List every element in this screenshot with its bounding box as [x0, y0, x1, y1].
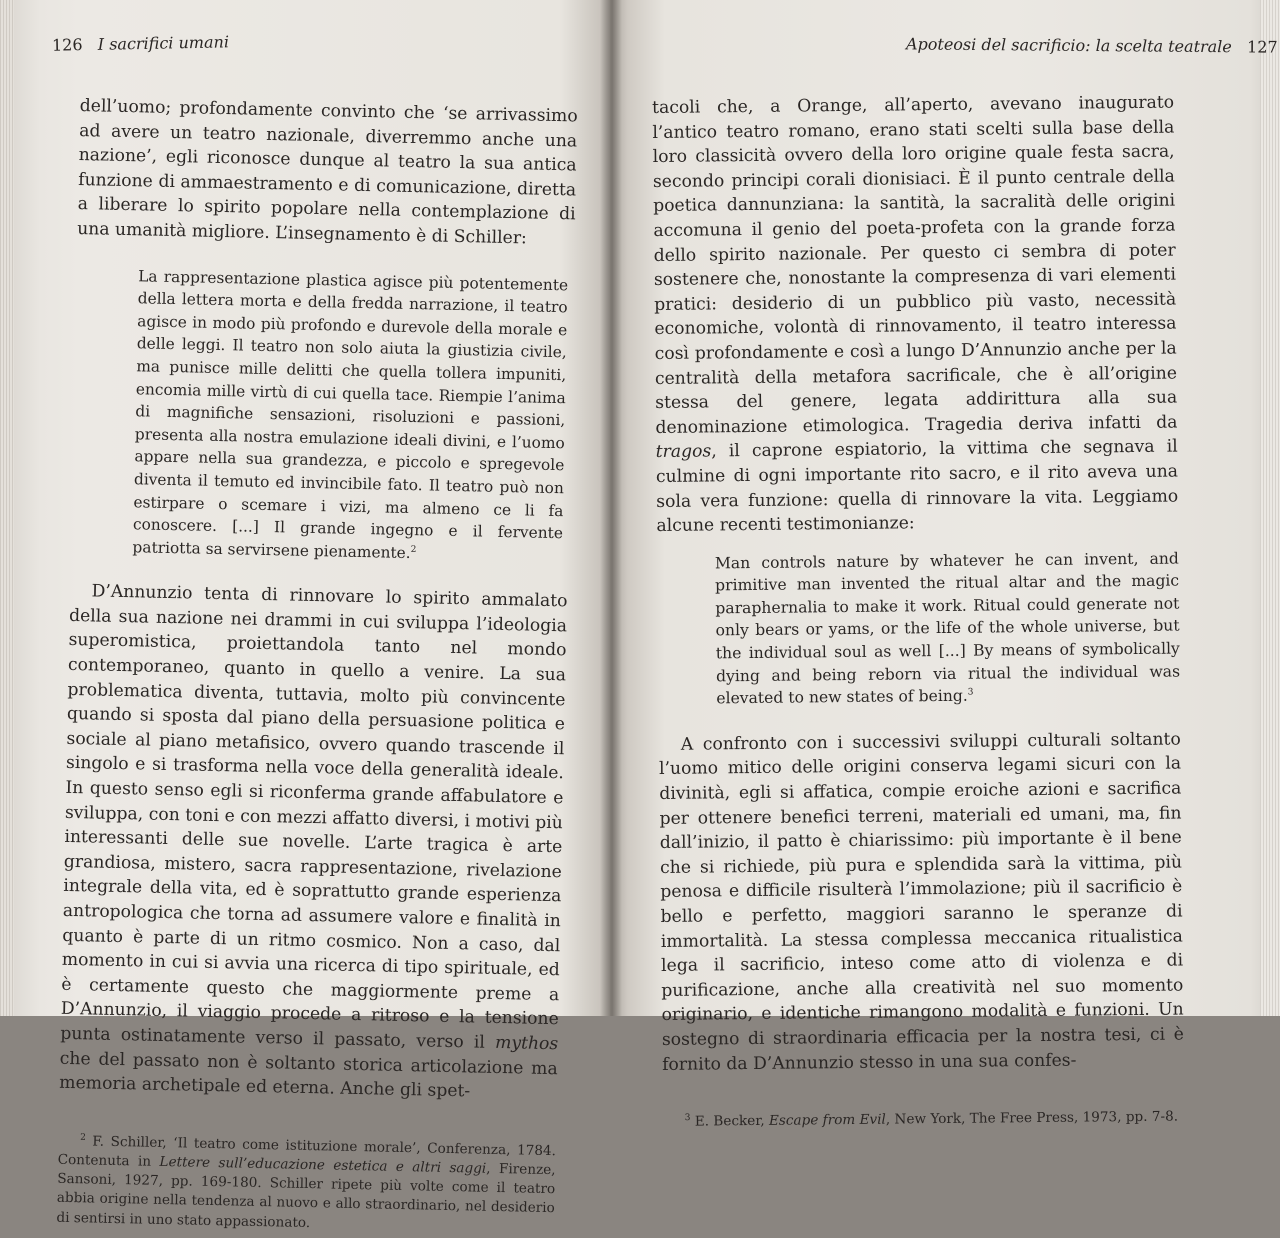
left-page-body — [56, 94, 578, 1238]
left-page — [0, 0, 612, 1231]
mythos-term: mythos — [494, 1032, 559, 1055]
right-paragraph-2: A confronto con i successivi sviluppi culturali soltanto l’uomo mitico delle origini conserva legami sicuri con la divinità, egli si affatica, compie eroiche azioni e sacrifica per ottenere benefici terreni, materiali ed umani, ma, fin dall’inizio, il patto è chiarissimo: più importante è il bene che si richiede, più pura e splendida sarà la vittima, più penosa e difficile risulterà l’immolazione; più il sacrificio è bello e perfetto, maggiori saranno le speranze di immortalità. La stessa complessa meccanica ritualistica lega il sacrificio, inteso come atto di violenza e di purificazione, anche alla creatività nel suo momento originario, e identiche rimangono modalità e funzioni. Un sostegno di straordinaria efficacia per la nostra tesi, ci è fornito da D’Annunzio stesso in una sua confes- — [658, 729, 1184, 1075]
becker-quote-text: Man controls nature by whatever he can invent, and primitive man invented the ritual altar and the magic paraphernalia to make it work. Ritual could generate not only bears or yams, or the life of the whole universe, but the individual soul as well [...] By means of symbolically dying and being reborn via ritual the individual was elevated to new states of being. — [714, 549, 1181, 708]
left-running-title: I sacrifici umani — [97, 32, 230, 54]
left-paragraph-1: dell’uomo; profondamente convinto che ‘se arrivassimo ad avere un teatro nazionale, diverremmo anche una nazione’, egli riconosce dunque al teatro la sua antica funzione di ammaestramento e di comunicazione, diretta a liberare lo spirito popolare nella contemplazione di una umanità migliore. L’insegnamento è di Schiller: — [76, 95, 578, 249]
right-page-body — [652, 91, 1185, 1133]
page-edges-left — [0, 0, 14, 1016]
schiller-quote — [132, 265, 568, 568]
right-running-head — [906, 34, 1278, 56]
left-paragraph-2: D’Annunzio tenta di rinnovare lo spirito ammalato della sua nazione nei drammi in cui sviluppa l’ideologia superomistica, proiettandola tanto nel mondo contemporaneo, quanto in quello a venire. La sua problematica diventa, tuttavia, molto più convincente quando si sposta dal piano della persuasione politica e sociale al piano metafisico, ovvero quando trascende il singolo e si trasforma nella voce della generalità ideale. In questo senso egli si riconferma grande affabulatore e sviluppa, con toni e con mezzi affatto diversi, i motivi più interessanti delle sue novelle. L’arte tragica è arte grandiosa, mistero, sacra rappresentazione, rivelazione integrale della vita, ed è soprattutto grande esperienza antropologica che torna ad assumere valore e finalità in quanto è parte di un ritmo cosmico. Non a caso, dal momento in cui si avvia una ricerca di tipo spirituale, ed è certamente questo che maggiormente preme a D’Annunzio, il viaggio procede a ritroso e la tensione punta ostinatamente verso il passato, verso il mythos che del passato non è soltanto storica articolazione ma memoria archetipale ed eterna. Anche gli spet- — [59, 581, 568, 1102]
left-running-head — [52, 32, 229, 54]
footnote-ref-3: 3 — [967, 687, 974, 698]
right-paragraph-1: tacoli che, a Orange, all’aperto, avevano inaugurato l’antico teatro romano, erano stati scelti sulla base della loro classicità ovvero della loro origine quale festa sacra, secondo principi corali dionisiaci. È il punto centrale della poetica dannunziana: la santità, la sacralità delle origini accomuna il genio del poeta-profeta con la grande forza dello spirito nazionale. Per questo ci sembra di poter sostenere che, nonostante la compresenza di vari elementi pratici: desiderio di un pubblico più vasto, necessità economiche, volontà di rinnovamento, il teatro interessa così profondamente e così a lungo D’Annunzio anche per la centralità della metafora sacrificale, che è all’origine stessa del genere, legata addirittura alla sua denominazione etimologica. Tragedia deriva infatti da tragos, il caprone espiatorio, la vittima che segnava il culmine di ogni importante rito sacro, e il rito aveva una sola vera funzione: quella di rinnovare la vita. Leggiamo alcune recenti testimonianze: — [652, 92, 1179, 537]
footnote-2: $^2$ F. Schiller, ‘Il teatro come istituzione morale’, Conferenza, 1784. Contenuta in Lettere sull’educazione estetica e altri saggi, Firenze, Sansoni, 1927, pp. 169-180. Schiller ripete più volte come il teatro abbia origine nella tendenza al nuovo e allo straordinario, nel desiderio di sentirsi in uno stato appassionato. — [56, 1132, 557, 1231]
left-page-number: 126 — [51, 35, 83, 55]
schiller-quote-text: La rappresentazione plastica agisce più potentemente della lettera morta e della fredda narrazione, il teatro agisce in modo più profondo e durevole della morale e delle leggi. Il teatro non solo aiuta la giustizia civile, ma punisce mille delitti che quella tollera impuniti, encomia mille virtù di cui quella tace. Riempie l’anima di magnifiche sensazioni, risoluzioni e passioni, presenta alla nostra emulazione ideali divini, e l’uomo appare nella sua grandezza, e piccolo e spregevole diventa il temuto ed invincibile fato. Il teatro può non estirpare o scemare i vizi, ma almeno ce li fa conoscere. [...] Il grande ingegno e il fervente patriotta sa servirsene pienamente. — [132, 266, 569, 562]
right-running-title: Apoteosi del sacrificio: la scelta teatrale — [905, 34, 1232, 57]
footnote-ref-2: 2 — [410, 544, 417, 555]
right-page-number: 127 — [1247, 37, 1278, 57]
right-page — [610, 0, 1280, 1130]
book-spine-gutter — [600, 0, 622, 1016]
page-edges-right — [1260, 0, 1280, 1016]
footnote-3: $^3$ E. Becker, Escape from Evil, New York, The Free Press, 1973, pp. 7-8. — [684, 1108, 1179, 1130]
becker-quote — [715, 547, 1181, 710]
tragos-term: tragos — [655, 441, 712, 463]
